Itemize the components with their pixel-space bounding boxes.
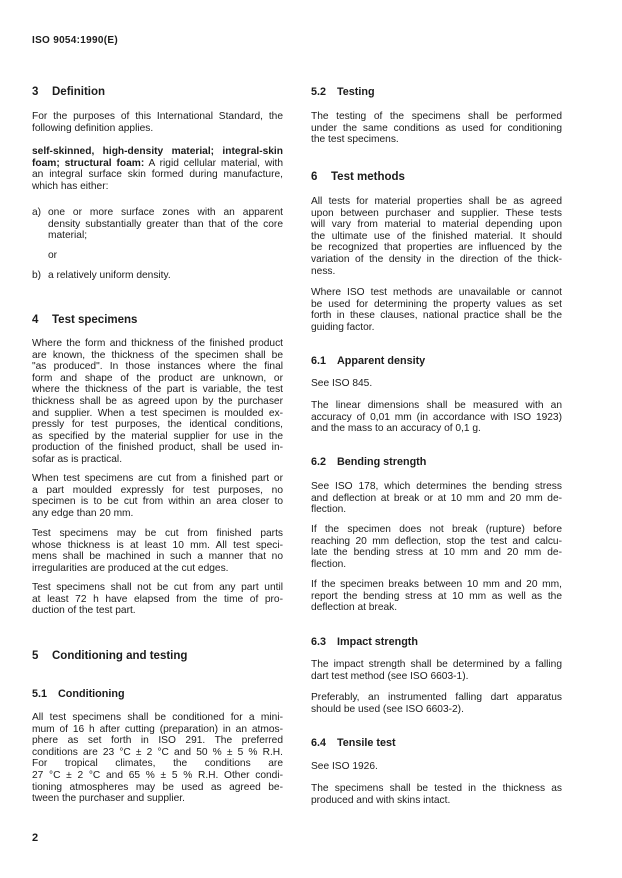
text-line: deflection at break.	[311, 602, 398, 614]
page-number: 2	[32, 832, 39, 844]
text-line: and the mass to an accuracy of 0,1 g.	[311, 423, 481, 435]
list-item-text	[48, 270, 283, 282]
list-item	[32, 207, 283, 242]
text-line: form and shape of the product are unknown, or	[32, 372, 283, 384]
list-marker: b)	[32, 270, 42, 281]
subsection-heading	[311, 456, 562, 469]
text-line: will vary from material to material depending upon	[311, 219, 562, 231]
text-line: production of the finished product, shall be used in-	[32, 442, 283, 454]
text-line: be recognized that properties are influenced by the	[311, 242, 562, 254]
list-item	[32, 270, 283, 282]
text-line: conditions are 23 °C ± 2 °C and 50 % ± 5 % R.H.	[32, 746, 283, 758]
text-line: pressly for test purposes, the identical conditions,	[32, 419, 283, 431]
text-line: or	[48, 250, 58, 261]
section-number: 6	[311, 171, 318, 183]
text-line: See ISO 178, which determines the bending stress	[311, 481, 562, 492]
text-line: When test specimens are cut from a finished part or	[32, 473, 283, 484]
subsection-heading	[32, 688, 283, 701]
text-line: specimen is to be cut from within an area closer to	[32, 496, 283, 508]
text-line: See ISO 1926.	[311, 761, 378, 772]
section-number: 6.3	[311, 636, 327, 648]
paragraph	[32, 528, 283, 574]
text-line: phere as set forth in ISO 291. The preferred	[32, 735, 283, 747]
section-number: 6.1	[311, 355, 327, 367]
text-line: should be used (see ISO 6603-2).	[311, 703, 464, 715]
text-line: as specified by the material supplier for use in the	[32, 430, 283, 442]
text-line: thickness shall be as agreed upon by the purchaser	[32, 395, 283, 407]
section-title: Conditioning and testing	[52, 650, 188, 662]
text-line: Where ISO test methods are unavailable or cannot	[311, 287, 562, 298]
text-line	[32, 146, 283, 158]
text-line: Preferably, an instrumented falling dart apparatus	[311, 692, 562, 703]
text-line: guiding factor.	[311, 321, 375, 333]
text-line: Test specimens may be cut from finished parts	[32, 528, 283, 539]
section-title: Test methods	[331, 171, 405, 183]
text-line: which has either:	[32, 180, 109, 192]
paragraph	[311, 111, 562, 146]
section-number: 3	[32, 86, 39, 98]
text-line: upon between purchaser and supplier. These tests	[311, 207, 562, 219]
paragraph	[311, 783, 562, 806]
text-line: at least 72 h have elapsed from the time of pro-	[32, 593, 283, 605]
section-heading	[311, 171, 562, 184]
section-number: 5	[32, 650, 39, 662]
text-line: be used for determining the property values as set	[311, 298, 562, 310]
paragraph	[311, 761, 562, 773]
paragraph	[311, 524, 562, 570]
text-line: Test specimens shall not be cut from any part until	[32, 582, 283, 593]
text-line: material;	[48, 230, 88, 242]
list-item-text	[48, 207, 283, 242]
section-title: Tensile test	[337, 737, 396, 749]
section-heading	[32, 86, 283, 99]
section-number: 5.1	[32, 688, 48, 700]
paragraph	[311, 692, 562, 715]
text-line: sofar as is practical.	[32, 453, 123, 465]
section-heading	[32, 314, 283, 327]
paragraph	[32, 338, 283, 466]
paragraph	[311, 378, 562, 390]
section-number: 4	[32, 314, 39, 326]
text-line: All test specimens shall be conditioned for a mini-	[32, 712, 283, 723]
text-line: duction of the test part.	[32, 605, 136, 617]
text-line: The linear dimensions shall be measured with an	[311, 400, 562, 411]
text-line: the ultimate use of the finished material. It should	[311, 230, 562, 242]
text-line: a part moulded expressly for test purposes, no	[32, 484, 283, 496]
list-connector	[32, 250, 299, 262]
text-line: For tropical climates, the conditions are	[32, 758, 283, 770]
text-line: report the bending stress at 10 mm as well as the	[311, 590, 562, 602]
section-title: Test specimens	[52, 314, 138, 326]
paragraph	[32, 473, 283, 519]
text-line: Where the form and thickness of the finished product	[32, 338, 283, 349]
section-heading	[32, 650, 283, 663]
paragraph	[311, 659, 562, 682]
text-line: are known, the thickness of the specimen shall be	[32, 349, 283, 361]
text-line: and supplier. When a test specimen is moulded ex-	[32, 407, 283, 419]
bold-term: foam; structural foam:	[32, 157, 145, 169]
text-line: density substantially greater than that of the core	[48, 218, 283, 230]
text-line: mens shall be machined in such a manner that no	[32, 551, 283, 563]
section-title: Testing	[337, 86, 375, 98]
text-line: late the bending stress at 10 mm and 20 mm de-	[311, 547, 562, 559]
paragraph	[32, 146, 283, 192]
text-line: For the purposes of this International Standard, the	[32, 111, 283, 122]
paragraph	[311, 400, 562, 435]
paragraph	[311, 196, 562, 277]
text-line: variation of the density in the direction of the thick-	[311, 253, 562, 265]
paragraph	[311, 287, 562, 333]
text-line	[32, 158, 283, 170]
text-line: mum of 16 h after cutting (preparation) in an atmos-	[32, 723, 283, 735]
text-line: flection.	[311, 504, 347, 516]
section-title: Conditioning	[58, 688, 125, 700]
section-title: Bending strength	[337, 456, 427, 468]
paragraph	[311, 579, 562, 614]
text-line: All tests for material properties shall be as agreed	[311, 196, 562, 207]
paragraph	[32, 582, 283, 617]
text-line: following definition applies.	[32, 122, 154, 134]
section-title: Impact strength	[337, 636, 418, 648]
subsection-heading	[311, 737, 562, 750]
text-line: The testing of the specimens shall be performed	[311, 111, 562, 122]
text-line: and deflection at break or at 10 mm and 20 mm de-	[311, 492, 562, 504]
text-line: accuracy of 0,01 mm (in accordance with ISO 1923)	[311, 411, 562, 423]
text-line: "as produced". In those instances where the final	[32, 361, 283, 373]
text-line: a relatively uniform density.	[48, 270, 171, 281]
text-line: If the specimen does not break (rupture) before	[311, 524, 562, 535]
section-title: Apparent density	[337, 355, 426, 367]
section-number: 6.4	[311, 737, 327, 749]
text-line: reaching 20 mm deflection, stop the test and calcu-	[311, 535, 562, 547]
paragraph	[311, 481, 562, 516]
section-number: 6.2	[311, 456, 327, 468]
text-line: See ISO 845.	[311, 378, 373, 389]
text-line: produced and with skins intact.	[311, 794, 451, 806]
text-line: irregularities are produced at the cut edges.	[32, 562, 229, 574]
subsection-heading	[311, 636, 562, 649]
text-line: forth in these clauses, national practice shall be the	[311, 310, 562, 322]
text-line: ness.	[311, 265, 336, 277]
section-title: Definition	[52, 86, 106, 98]
paragraph	[32, 111, 283, 134]
text-line: the test specimens.	[311, 134, 399, 146]
line-text: A rigid cellular material, with	[144, 157, 283, 169]
text-line: flection.	[311, 558, 347, 570]
text-line: The impact strength shall be determined by a falling	[311, 659, 562, 670]
text-line: one or more surface zones with an apparent	[48, 207, 283, 218]
bold-term: self-skinned, high-density material; integral-skin	[32, 146, 283, 157]
text-line: The specimens shall be tested in the thickness as	[311, 783, 562, 794]
document-header: ISO 9054:1990(E)	[32, 35, 118, 46]
text-line: under the same conditions as used for conditioning	[311, 122, 562, 134]
text-line: where the thickness of the part is variable, the test	[32, 384, 283, 396]
subsection-heading	[311, 355, 562, 368]
section-number: 5.2	[311, 86, 327, 98]
text-line: 27 °C ± 2 °C and 65 % ± 5 % R.H. Other condi-	[32, 769, 283, 781]
text-line: any edge than 20 mm.	[32, 507, 134, 519]
list-marker: a)	[32, 207, 42, 218]
text-line: tioning atmospheres may be used as agreed be-	[32, 781, 283, 793]
paragraph	[32, 712, 283, 805]
subsection-heading	[311, 86, 562, 99]
text-line: tween the purchaser and supplier.	[32, 793, 185, 805]
text-line: whose thickness is at least 10 mm. All test speci-	[32, 539, 283, 551]
text-line: dart test method (see ISO 6603-1).	[311, 670, 469, 682]
text-line: an integral surface skin formed during manufacture,	[32, 169, 283, 181]
text-line: If the specimen breaks between 10 mm and 20 mm,	[311, 579, 562, 590]
